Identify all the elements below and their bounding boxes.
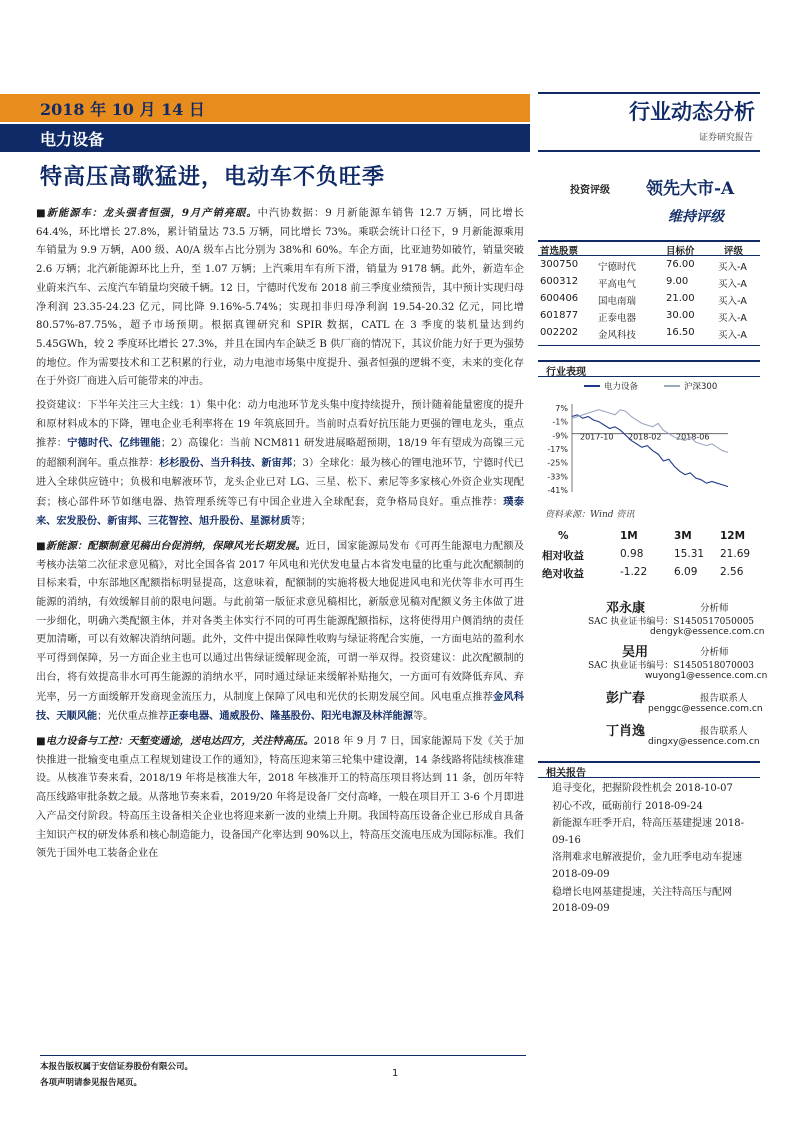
paragraph-text: ；2）高镍化：当前 NCM811 研发进展略超预期，18/19 年有望成为高镍三元的超额利润年。重点推荐： (36, 438, 525, 470)
picks-row (538, 258, 760, 275)
y-tick-label: -33% (547, 472, 568, 482)
returns-row (538, 546, 760, 564)
footer-copyright: 本报告版权属于安信证券股份有限公司。 (40, 1062, 194, 1072)
picks-row (538, 309, 760, 326)
target-price: 16.50 (666, 327, 695, 338)
y-tick-label: -41% (547, 486, 568, 495)
analyst-role: 报告联系人 (700, 693, 748, 704)
x-tick-label: 2018-02 (628, 432, 662, 442)
header-divider (538, 92, 760, 94)
returns-header-cell: % (558, 530, 569, 542)
picks-header-rating: 评级 (724, 246, 744, 257)
stock-rating: 买入-A (718, 313, 747, 324)
returns-cell: 21.69 (720, 548, 751, 560)
stock-rating: 买入-A (718, 262, 747, 273)
stock-name: 金风科技 (598, 330, 637, 341)
returns-row (538, 564, 760, 582)
stock-code: 300750 (540, 259, 579, 270)
analyst-email[interactable]: dengyk@essence.com.cn (650, 627, 765, 637)
related-title: 相关报告 (538, 761, 760, 778)
report-body (36, 204, 524, 869)
sector-name: 电力设备 (40, 130, 105, 149)
paragraph-text: ；3）全球化：最为核心的锂电池环节，宁德时代已进入全球供应链中；负极和电解液环节，龙头企业已对 LG、三星、松下、索尼等多家核心外资企业实现配套；核心部件环节如继电器、热管理系统等已有中国企业进入全球配套，竞争格局良好。重点推荐： (36, 458, 525, 508)
paragraph-uhv (36, 732, 524, 864)
stock-code: 600312 (540, 276, 579, 287)
picks-row (538, 292, 760, 309)
paragraph-advice (36, 397, 524, 532)
paragraph-text: ；光伏重点推荐 (97, 711, 169, 723)
analyst-name: 彭广春 (606, 691, 646, 706)
analyst-role: 分析师 (700, 603, 729, 614)
page-number: 1 (392, 1068, 399, 1079)
analyst-email[interactable]: wuyong1@essence.com.cn (645, 671, 768, 681)
paragraph-text: 近日，国家能源局发布《可再生能源电力配额及考核办法第二次征求意见稿》，对比全国各省 2017 年风电和光伏发电量占本省发电量的比重与此次配额制的目标来看，中东部地区配额指标明显提高，这意味着，配额制的实施将极大地促进风电和光伏等非水可再生能源的消纳，有效缓解目前的限电问题。与此前第一版征求意见稿相比，新版意见稿对配额义务主体做了进一步细化，明确六类配额主体，并对各类主体实行不同的可再生能源配额指标，这将使得用户侧消纳的责任更加清晰，可以有效解决消纳问题。此外，文件中提出保障性收购与绿证将配合实施，一方面电站的盈利水平可得到保障，另一方面企业主也可以通过出售绿证缓解现金流，可谓一举双得。投资建议：此次配额制的出台，将有效提高非水可再生能源的消纳水平，同时通过绿证来缓解补贴拖欠，一方面可有效降低弃风、弃光率，另一方面缓解开发商现金流压力，从制度上保障了风电和光伏的长期发展空间。风电重点推荐 (36, 540, 525, 703)
target-price: 30.00 (666, 310, 695, 321)
paragraph-text: 等； (290, 516, 312, 528)
picks-divider (538, 345, 760, 346)
target-price: 21.00 (666, 293, 695, 304)
returns-cell: 15.31 (674, 548, 705, 560)
paragraph-text: 2018 年 9 月 7 日，国家能源局下发《关于加快推进一批输变电重点工程规划建设工作的通知》，特高压迎来第三轮集中建设潮，14 条线路将陆续核准建设。从核准节奏来看，2018/19 年将是核准大年，2018 年核准开工的特高压项目将达到 11 条，创历年特高压线路审批条数之最。从落地节奏来看，2019/20 年将是设备厂交付高峰，一般在项目开工 3-6 个月即进入产品交付阶段。特高压主设备相关企业也将迎来新一波的业绩上升期。我国特高压设备企业已形成自具备主知识产权的研发体系和核心制造能力，设备国产化率达到 90%以上，特高压交流电压成为国际标准。我们领先于国外电工装备企业在 (36, 735, 524, 860)
stock-picks: 杉杉股份、当升科技、新宙邦 (158, 457, 293, 470)
legend-label-0: 电力设备 (604, 382, 639, 392)
analyst-role: 报告联系人 (700, 726, 748, 737)
y-tick-label: -1% (552, 417, 568, 427)
related-report-link[interactable]: 洛荆难求电解液提价，金九旺季电动车提速 2018-09-09 (552, 852, 742, 880)
related-report-link[interactable]: 稳增长电网基建提速，关注特高压与配网 2018-09-09 (552, 886, 732, 915)
returns-cell: 6.09 (674, 566, 698, 578)
stock-rating: 买入-A (718, 279, 747, 290)
related-report-link[interactable]: 新能源车旺季开启，特高压基建提速 2018-09-16 (552, 818, 745, 846)
related-reports (552, 781, 760, 919)
x-tick-label: 2017-10 (580, 432, 614, 442)
picks-header (538, 240, 760, 256)
returns-label: 相对收益 (542, 550, 584, 562)
picks-row (538, 275, 760, 292)
analyst-name: 邓永康 (606, 601, 646, 616)
returns-header (538, 528, 760, 546)
sector-bar (0, 124, 530, 152)
stock-code: 600406 (540, 293, 579, 304)
returns-header-cell: 1M (620, 530, 638, 542)
returns-label: 绝对收益 (542, 568, 584, 580)
rating-value: 领先大市-A (646, 179, 735, 199)
header-divider-2 (538, 150, 760, 152)
picks-header-target: 目标价 (666, 246, 695, 257)
picks-header-stock: 首选股票 (540, 246, 579, 257)
returns-table (538, 528, 760, 582)
y-tick-label: -25% (547, 458, 568, 468)
footer-divider (40, 1055, 526, 1056)
series-line-1 (572, 410, 728, 453)
stock-name: 平高电气 (598, 279, 637, 290)
paragraph-text: 投资建议：下半年关注三大主线：1）集中化：动力电池环节龙头集中度持续提升，预计随着能量密度的提升和原材料成本的下降，锂电企业毛利率将在 19 年筑底回升。当前时点看好抗压能力更强的锂电龙头，重点推荐： (36, 400, 524, 450)
analyst-role: 分析师 (700, 647, 729, 658)
target-price: 9.00 (666, 276, 689, 287)
stock-picks: 璞泰来、宏发股份、新宙邦、三花智控、旭升股份、星源材质 (36, 495, 525, 528)
stock-name: 宁德时代 (598, 262, 637, 273)
rating-label: 投资评级 (570, 185, 610, 196)
returns-header-cell: 12M (720, 530, 746, 542)
stock-picks: 宁德时代、亿纬锂能 (67, 437, 161, 450)
paragraph-ev (36, 204, 524, 392)
section-heading-ev: ■新能源车：龙头强者恒强，9月产销亮眼。 (36, 207, 258, 219)
y-tick-label: 7% (555, 404, 568, 413)
stock-rating: 买入-A (718, 330, 747, 341)
date-bar (0, 94, 530, 122)
stock-name: 正泰电器 (598, 313, 637, 324)
stock-picks: 金风科技、天顺风能 (36, 690, 525, 723)
section-heading-uhv: ■电力设备与工控：天堑变通途，送电达四方，关注特高压。 (36, 734, 314, 747)
chart-source: 资料来源：Wind 资讯 (545, 510, 635, 520)
analyst-sac: SAC 执业证书编号：S1450517050005 (588, 617, 755, 627)
returns-header-cell: 3M (674, 530, 692, 542)
picks-row (538, 326, 760, 343)
stock-code: 601877 (540, 310, 579, 321)
footer-disclaimer: 各项声明请参见报告尾页。 (40, 1078, 143, 1088)
legend-label-1: 沪深300 (684, 382, 718, 392)
related-report-link[interactable]: 初心不改，砥砺前行 2018-09-24 (552, 800, 703, 812)
report-type: 行业动态分析 (629, 99, 755, 124)
stock-name: 国电南瑞 (598, 296, 637, 307)
x-tick-label: 2018-06 (676, 432, 710, 442)
stock-code: 002202 (540, 327, 579, 338)
stock-picks: 正泰电器、通威股份、隆基股份、阳光电源及林洋能源 (168, 710, 413, 723)
paragraph-renewables (36, 537, 524, 727)
rating-action: 维持评级 (668, 209, 724, 225)
report-title: 特高压高歌猛进，电动车不负旺季 (40, 164, 386, 190)
returns-cell: -1.22 (620, 566, 648, 578)
section-heading-renewables: ■新能源：配额制意见稿出台促消纳，保障风光长期发展。 (36, 539, 306, 552)
analyst-email[interactable]: dingxy@essence.com.cn (648, 737, 760, 747)
performance-chart (538, 378, 760, 504)
returns-cell: 2.56 (720, 566, 744, 578)
performance-title: 行业表现 (538, 360, 760, 377)
analyst-name: 吴用 (622, 645, 649, 660)
stock-rating: 买入-A (718, 296, 747, 307)
report-date: 2018 年 10 月 14 日 (40, 100, 205, 119)
analyst-name: 丁肖逸 (606, 724, 646, 739)
returns-cell: 0.98 (620, 548, 644, 560)
related-report-link[interactable]: 追寻变化，把握阶段性机会 2018-10-07 (552, 783, 733, 794)
target-price: 76.00 (666, 259, 695, 270)
analyst-email[interactable]: penggc@essence.com.cn (648, 704, 763, 714)
paragraph-text: 中汽协数据：9 月新能源车销售 12.7 万辆，同比增长 64.4%，环比增长 27.8%，累计销量达 73.5 万辆，同比增长 73%。乘联会统计口径下，9 月新能源乘用车销量为 9.9 万辆，A00 级、A0/A 级车占比分别为 38%和 60%。车企方面，比亚迪势如破竹，销量突破 2.6 万辆；北汽新能源环比上升，至 1.07 万辆；上汽乘用车有所下滑，销量为 9178 辆。此外，新造车企业蔚来汽车、云度汽车销量均突破千辆。12 日，宁德时代发布 2018 前三季度业绩预告，其中预计实现归母净利润 23.35-24.23 亿元，同比降 9.16%-5.74%；实现扣非归母净利润 19.54-20.32 亿元，同比增 80.57%-87.75%，超予市场预期。根据真锂研究和 SPIR 数据，CATL 在 3 季度的装机量达到约 5.45GWh，较 2 季度环比增长 27.3%，并且在国内车企缺乏 B 供厂商的情况下，其议价能力好于更为强势的地位。作为需要技术和工艺积累的行业，动力电池市场集中度提升、强者恒强的逻辑不变，未来的变化存在于外资厂商进入后可能带来的冲击。 (36, 208, 524, 388)
y-tick-label: -17% (547, 445, 568, 454)
report-subtype: 证券研究报告 (698, 133, 753, 143)
analyst-sac: SAC 执业证书编号：S1450518070003 (588, 661, 755, 671)
paragraph-text: 等。 (412, 711, 434, 723)
y-tick-label: -9% (552, 431, 568, 441)
